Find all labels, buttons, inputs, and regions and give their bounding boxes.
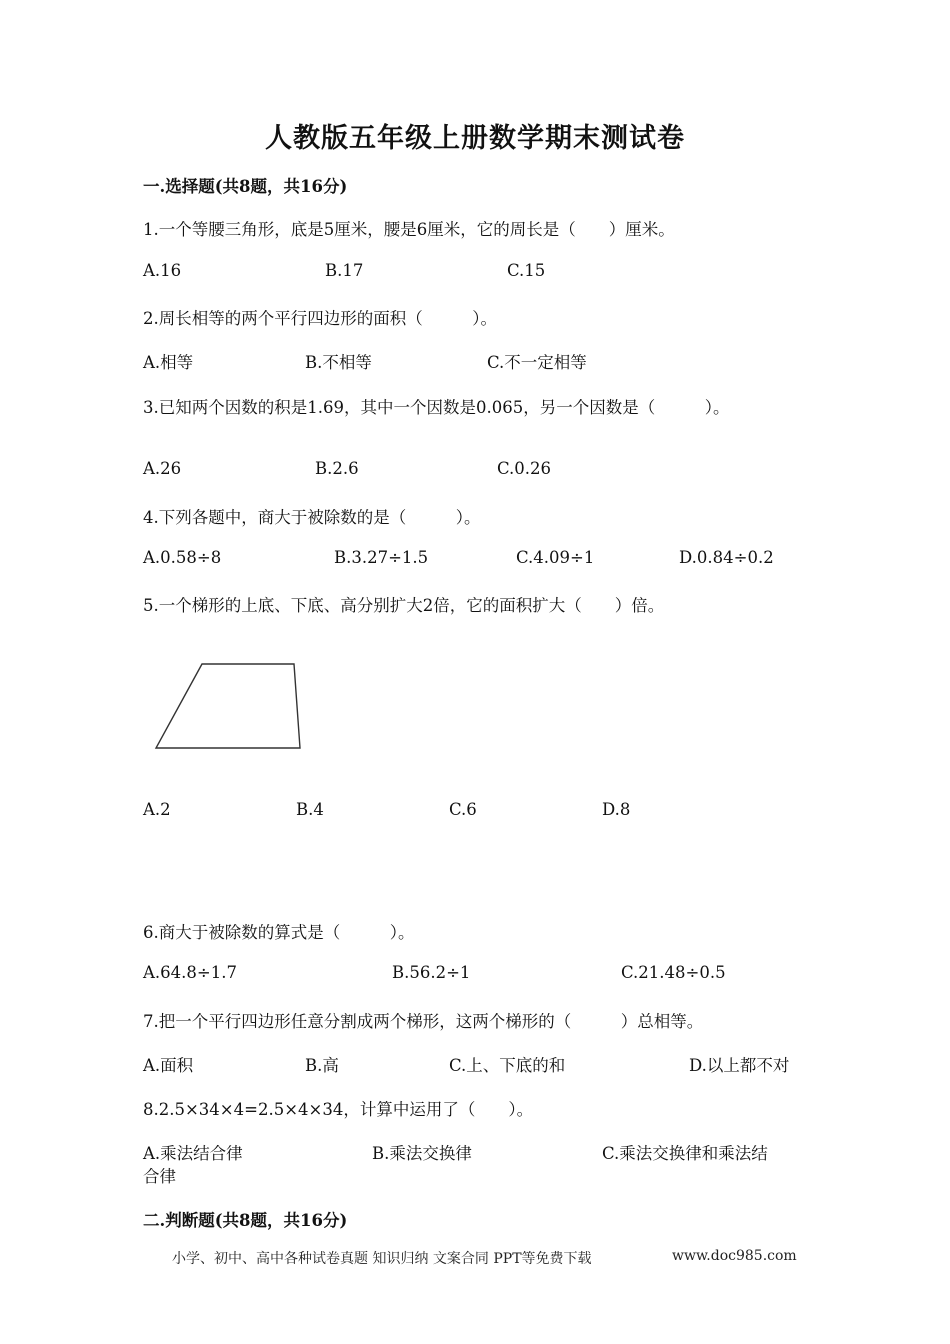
- section-heading-choice: 一.选择题(共8题，共16分): [143, 177, 348, 196]
- question-3: 3.已知两个因数的积是1.69，其中一个因数是0.065，另一个因数是（ ）。: [143, 398, 730, 417]
- question-1: 1.一个等腰三角形，底是5厘米，腰是6厘米，它的周长是（ ）厘米。: [143, 220, 675, 239]
- q4-option-b: B.3.27÷1.5: [334, 548, 429, 567]
- q8-option-c-wrap: 合律: [143, 1167, 176, 1186]
- q5-option-a: A.2: [143, 800, 171, 819]
- q5-option-c: C.6: [449, 800, 477, 819]
- q4-option-a: A.0.58÷8: [143, 548, 222, 567]
- q2-option-b: B.不相等: [305, 353, 372, 372]
- q7-option-c: C.上、下底的和: [449, 1056, 566, 1075]
- footer-promo-text: 小学、初中、高中各种试卷真题 知识归纳 文案合同 PPT等免费下载: [172, 1251, 592, 1267]
- q8-option-a: A.乘法结合律: [143, 1144, 243, 1163]
- q3-option-a: A.26: [143, 459, 182, 478]
- question-5: 5.一个梯形的上底、下底、高分别扩大2倍，它的面积扩大（ ）倍。: [143, 596, 665, 615]
- q7-option-b: B.高: [305, 1056, 339, 1075]
- q2-option-a: A.相等: [143, 353, 194, 372]
- q4-option-d: D.0.84÷0.2: [679, 548, 774, 567]
- q6-option-a: A.64.8÷1.7: [143, 963, 237, 982]
- q6-option-c: C.21.48÷0.5: [621, 963, 726, 982]
- q8-option-b: B.乘法交换律: [372, 1144, 472, 1163]
- q6-option-b: B.56.2÷1: [392, 963, 471, 982]
- q1-option-b: B.17: [325, 261, 364, 280]
- q3-option-c: C.0.26: [497, 459, 552, 478]
- q4-option-c: C.4.09÷1: [516, 548, 595, 567]
- trapezoid-shape: [156, 664, 300, 748]
- footer-url: www.doc985.com: [672, 1248, 797, 1264]
- question-4: 4.下列各题中，商大于被除数的是（ ）。: [143, 508, 481, 527]
- question-7: 7.把一个平行四边形任意分割成两个梯形，这两个梯形的（ ）总相等。: [143, 1012, 704, 1031]
- question-2: 2.周长相等的两个平行四边形的面积（ ）。: [143, 309, 497, 328]
- q5-option-d: D.8: [602, 800, 631, 819]
- q7-option-d: D.以上都不对: [689, 1056, 790, 1075]
- q1-option-a: A.16: [143, 261, 182, 280]
- q7-option-a: A.面积: [143, 1056, 194, 1075]
- q1-option-c: C.15: [507, 261, 546, 280]
- section-heading-judgement: 二.判断题(共8题，共16分): [143, 1211, 348, 1230]
- q3-option-b: B.2.6: [315, 459, 359, 478]
- q2-option-c: C.不一定相等: [487, 353, 587, 372]
- trapezoid-figure: [150, 658, 310, 754]
- question-6: 6.商大于被除数的算式是（ ）。: [143, 923, 415, 942]
- question-8: 8.2.5×34×4=2.5×4×34，计算中运用了（ ）。: [143, 1100, 534, 1119]
- q5-option-b: B.4: [296, 800, 324, 819]
- q8-option-c: C.乘法交换律和乘法结: [602, 1144, 768, 1163]
- page-title: 人教版五年级上册数学期末测试卷: [265, 123, 685, 154]
